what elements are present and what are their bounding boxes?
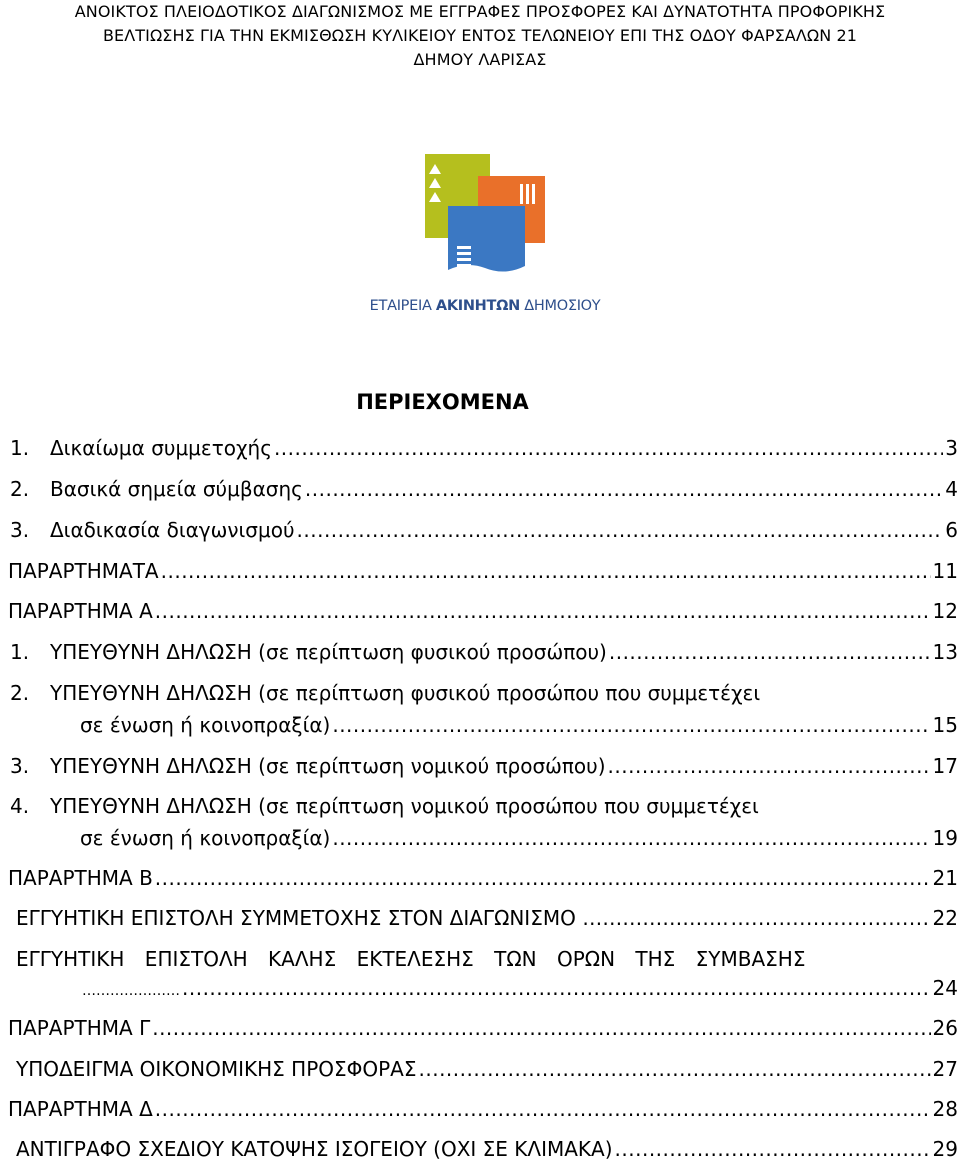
toc-entry-label: ΥΠΟΔΕΙΓΜΑ ΟΙΚΟΝΟΜΙΚΗΣ ΠΡΟΣΦΟΡΑΣ — [16, 1057, 417, 1081]
toc-entry-continued[interactable] — [80, 713, 958, 745]
toc-entry[interactable] — [0, 866, 958, 898]
toc-entry-continued[interactable] — [80, 826, 958, 858]
toc-page-number: 22 — [932, 906, 958, 930]
toc-entry-label: Διαδικασία διαγωνισμού — [50, 518, 295, 542]
toc-page-number: 17 — [932, 754, 958, 778]
logo-text: ΕΤΑΙΡΕΙΑ ΑΚΙΝΗΤΩΝ ΔΗΜΟΣΙΟΥ — [369, 298, 601, 314]
toc-entry-label: ΑΝΤΙΓΡΑΦΟ ΣΧΕΔΙΟΥ ΚΑΤΟΨΗΣ ΙΣΟΓΕΙΟΥ (ΟΧΙ ΣΕ ΚΛΙΜΑΚΑ) — [16, 1137, 613, 1161]
header-line-2: ΒΕΛΤΙΩΣΗΣ ΓΙΑ ΤΗΝ ΕΚΜΙΣΘΩΣΗ ΚΥΛΙΚΕΙΟΥ ΕΝΤΟΣ ΤΕΛΩΝΕΙΟΥ ΕΠΙ ΤΗΣ ΟΔΟΥ ΦΑΡΣΑΛΩΝ 21 — [102, 26, 858, 45]
toc-entry-continued[interactable] — [0, 976, 958, 1008]
company-logo — [355, 148, 615, 323]
toc-entry-label: Βασικά σημεία σύμβασης — [50, 477, 303, 501]
header-line-1: ΑΝΟΙΚΤΟΣ ΠΛΕΙΟΔΟΤΙΚΟΣ ΔΙΑΓΩΝΙΣΜΟΣ ΜΕ ΕΓΓΡΑΦΕΣ ΠΡΟΣΦΟΡΕΣ ΚΑΙ ΔΥΝΑΤΟΤΗΤΑ ΠΡΟΦΟΡΙΚΗΣ — [74, 2, 886, 21]
toc-entry[interactable]: 1. ΥΠΕΥΘΥΝΗ ΔΗΛΩΣΗ (σε περίπτωση φυσικού προσώπου) ..... 13 — [0, 640, 958, 672]
toc-entry-label: ΕΓΓΥΗΤΙΚΗ ΕΠΙΣΤΟΛΗ ΣΥΜΜΕΤΟΧΗΣ ΣΤΟΝ ΔΙΑΓΩΝΙΣΜΟ …………………. — [16, 906, 729, 930]
toc-page-number: 4 — [945, 477, 958, 501]
toc-page-number: 27 — [932, 1057, 958, 1081]
toc-entry-label: ΠΑΡΑΡΤΗΜΑ Α — [8, 599, 153, 623]
toc-entry[interactable] — [0, 599, 958, 631]
toc-entry-label-cont: σε ένωση ή κοινοπραξία) — [80, 826, 331, 850]
toc-entry-label: ΠΑΡΑΡΤΗΜΑΤΑ — [8, 559, 159, 583]
toc-entry[interactable] — [0, 1057, 958, 1089]
toc-page-number: 12 — [932, 599, 958, 623]
document-header — [0, 0, 960, 72]
toc-entry-label: ΕΓΓΥΗΤΙΚΗ ΕΠΙΣΤΟΛΗ ΚΑΛΗΣ ΕΚΤΕΛΕΣΗΣ ΤΩΝ ΟΡΩΝ ΤΗΣ ΣΥΜΒΑΣΗΣ — [16, 947, 806, 971]
toc-entry-label-cont: ………………… — [82, 983, 180, 999]
logo-mark-icon — [355, 148, 615, 293]
toc-entry[interactable]: 2. ΥΠΕΥΘΥΝΗ ΔΗΛΩΣΗ (σε περίπτωση φυσικού προσώπου που συμμετέχει — [10, 681, 761, 705]
toc-entry[interactable] — [0, 1137, 958, 1169]
toc-page-number: 13 — [932, 640, 958, 664]
toc-entry-label: ΥΠΕΥΘΥΝΗ ΔΗΛΩΣΗ (σε περίπτωση φυσικού προσώπου που συμμετέχει — [50, 681, 761, 705]
toc-entry-label: ΠΑΡΑΡΤΗΜΑ Γ — [8, 1016, 151, 1040]
toc-entry[interactable]: 3. Διαδικασία διαγωνισμού ..... 6 — [0, 518, 958, 550]
toc-entry[interactable] — [0, 1097, 958, 1129]
toc-entry-label: ΠΑΡΑΡΤΗΜΑ Β — [8, 866, 153, 890]
toc-entry[interactable]: 4. ΥΠΕΥΘΥΝΗ ΔΗΛΩΣΗ (σε περίπτωση νομικού προσώπου που συμμετέχει — [10, 794, 759, 818]
toc-page-number: 11 — [932, 559, 958, 583]
toc-entry[interactable] — [0, 1016, 958, 1048]
toc-page-number: 6 — [945, 518, 958, 542]
toc-page-number: 3 — [945, 436, 958, 460]
toc-entry[interactable]: 2. Βασικά σημεία σύμβασης ..... 4 — [0, 477, 958, 509]
toc-page-number: 26 — [932, 1016, 958, 1040]
toc-entry-label: ΥΠΕΥΘΥΝΗ ΔΗΛΩΣΗ (σε περίπτωση νομικού προσώπου) — [50, 754, 606, 778]
toc-page-number: 24 — [932, 976, 958, 1000]
header-line-3: ΔΗΜΟΥ ΛΑΡΙΣΑΣ — [413, 50, 547, 69]
toc-entry-label: ΠΑΡΑΡΤΗΜΑ Δ — [8, 1097, 153, 1121]
toc-entry-label-cont: σε ένωση ή κοινοπραξία) — [80, 713, 331, 737]
toc-entry[interactable] — [0, 947, 958, 979]
toc-title: ΠΕΡΙΕΧΟΜΕΝΑ — [356, 390, 529, 414]
toc-page-number: 15 — [932, 713, 958, 737]
toc-entry-label: Δικαίωμα συμμετοχής — [50, 436, 272, 460]
toc-page-number: 29 — [932, 1137, 958, 1161]
toc-entry[interactable] — [0, 906, 958, 938]
toc-entry[interactable]: 1. Δικαίωμα συμμετοχής ..... 3 — [0, 436, 958, 468]
toc-page-number: 28 — [932, 1097, 958, 1121]
toc-page-number: 21 — [932, 866, 958, 890]
toc-entry-label: ΥΠΕΥΘΥΝΗ ΔΗΛΩΣΗ (σε περίπτωση φυσικού προσώπου) — [50, 640, 607, 664]
toc-entry[interactable]: 3. ΥΠΕΥΘΥΝΗ ΔΗΛΩΣΗ (σε περίπτωση νομικού προσώπου) ..... 17 — [0, 754, 958, 786]
toc-entry[interactable] — [0, 559, 958, 591]
toc-entry-label: ΥΠΕΥΘΥΝΗ ΔΗΛΩΣΗ (σε περίπτωση νομικού προσώπου που συμμετέχει — [50, 794, 759, 818]
toc-page-number: 19 — [932, 826, 958, 850]
